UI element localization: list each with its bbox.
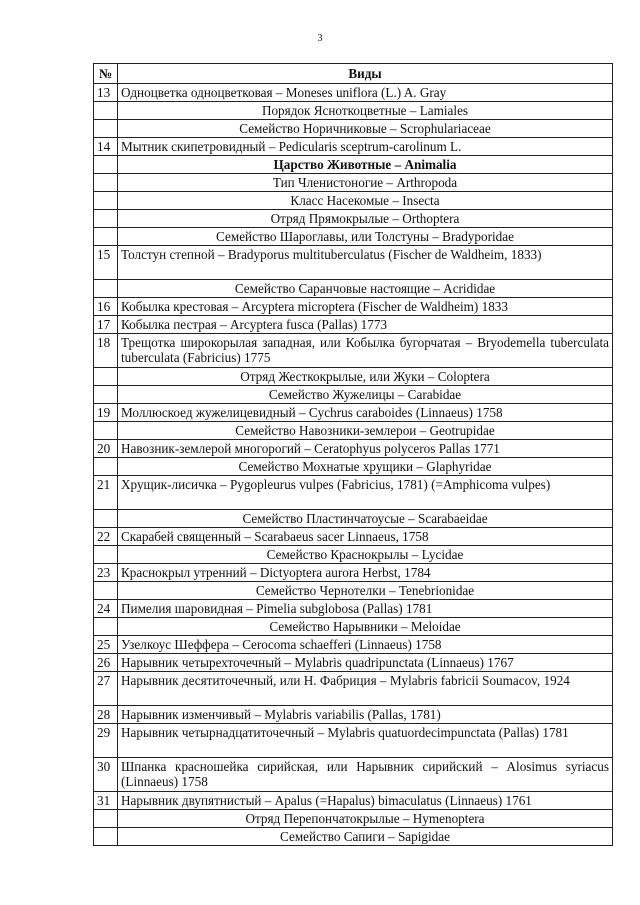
species-name: Одноцветка одноцветковая – Moneses uniflora (L.) A. Gray [118,84,613,102]
species-name: Хрущик-лисичка – Pygopleurus vulpes (Fabricius, 1781) (=Amphicoma vulpes) [118,476,613,510]
table-row-group [94,228,613,246]
row-number [94,546,118,564]
table-row [94,724,613,758]
table-row [94,316,613,334]
table-row [94,758,613,792]
row-number [94,618,118,636]
header-species: Виды [118,64,613,84]
table-row-group [94,102,613,120]
row-number: 19 [94,404,118,422]
taxon-heading: Семейство Чернотелки – Tenebrionidae [118,582,613,600]
taxon-heading: Семейство Краснокрылы – Lycidae [118,546,613,564]
species-name: Шпанка красношейка сирийская, или Нарывник сирийский – Alosimus syriacus (Linnaeus) 1758 [118,758,613,792]
table-row-group [94,810,613,828]
table-row [94,600,613,618]
row-number [94,280,118,298]
taxon-heading: Отряд Жесткокрылые, или Жуки – Coloptera [118,368,613,386]
taxon-heading: Семейство Нарывники – Meloidae [118,618,613,636]
species-name: Кобылка пестрая – Arcyptera fusca (Pallas) 1773 [118,316,613,334]
table-row [94,440,613,458]
row-number [94,156,118,174]
taxon-heading: Семейство Мохнатые хрущики – Glaphyridae [118,458,613,476]
taxon-heading: Семейство Саранчовые настоящие – Acrididae [118,280,613,298]
row-number: 31 [94,792,118,810]
header-number: № [94,64,118,84]
table-row-group [94,156,613,174]
row-number [94,458,118,476]
species-name: Нарывник десятиточечный, или Н. Фабриция – Mylabris fabricii Soumacov, 1924 [118,672,613,706]
row-number [94,192,118,210]
species-name: Нарывник изменчивый – Mylabris variabilis (Pallas, 1781) [118,706,613,724]
row-number: 26 [94,654,118,672]
row-number [94,422,118,440]
row-number [94,210,118,228]
species-name: Мытник скипетровидный – Pedicularis sceptrum-carolinum L. [118,138,613,156]
row-number: 22 [94,528,118,546]
page-number: 3 [317,33,323,44]
table-row-group [94,582,613,600]
species-name: Кобылка крестовая – Arcyptera microptera (Fischer de Waldheim) 1833 [118,298,613,316]
table-row [94,528,613,546]
row-number [94,810,118,828]
row-number [94,386,118,404]
row-number: 15 [94,246,118,280]
species-name: Нарывник двупятнистый – Apalus (=Hapalus) bimaculatus (Linnaeus) 1761 [118,792,613,810]
table-row-group [94,120,613,138]
table-row-group [94,280,613,298]
species-name: Нарывник четырнадцатиточечный – Mylabris quatuordecimpunctata (Pallas) 1781 [118,724,613,758]
table-row-group [94,510,613,528]
row-number [94,582,118,600]
table-row [94,636,613,654]
species-name: Моллюскоед жужелицевидный – Cychrus caraboides (Linnaeus) 1758 [118,404,613,422]
table-row-group [94,174,613,192]
species-name: Скарабей священный – Scarabaeus sacer Linnaeus, 1758 [118,528,613,546]
table-header-row [94,64,613,84]
row-number [94,120,118,138]
table-row-group [94,546,613,564]
table-row [94,298,613,316]
table-row [94,654,613,672]
table-row [94,564,613,582]
row-number: 29 [94,724,118,758]
table-row-group [94,368,613,386]
table-row-group [94,192,613,210]
taxon-heading: Семейство Навозники-землерои – Geotrupidae [118,422,613,440]
row-number: 20 [94,440,118,458]
taxon-heading: Семейство Шароглавы, или Толстуны – Bradyporidae [118,228,613,246]
species-name: Пимелия шаровидная – Pimelia subglobosa (Pallas) 1781 [118,600,613,618]
taxon-heading: Семейство Жужелицы – Carabidae [118,386,613,404]
taxon-heading: Порядок Ясноткоцветные – Lamiales [118,102,613,120]
table-row [94,404,613,422]
table-body [94,84,613,846]
taxon-heading: Царство Животные – Animalia [118,156,613,174]
taxon-heading: Отряд Прямокрылые – Orthoptera [118,210,613,228]
taxon-heading: Семейство Норичниковые – Scrophulariaceae [118,120,613,138]
row-number: 13 [94,84,118,102]
taxon-heading: Класс Насекомые – Insecta [118,192,613,210]
row-number: 16 [94,298,118,316]
taxon-heading: Семейство Пластинчатоусые – Scarabaeidae [118,510,613,528]
row-number [94,228,118,246]
row-number: 23 [94,564,118,582]
row-number [94,102,118,120]
row-number [94,368,118,386]
species-name: Толстун степной – Bradyporus multituberculatus (Fischer de Waldheim, 1833) [118,246,613,280]
taxon-heading: Отряд Перепончатокрылые – Hymenoptera [118,810,613,828]
table-row-group [94,618,613,636]
table-row-group [94,828,613,846]
species-table [93,63,613,846]
table-row [94,706,613,724]
table-row-group [94,458,613,476]
table-row [94,138,613,156]
table-row [94,792,613,810]
row-number: 30 [94,758,118,792]
species-name: Нарывник четырехточечный – Mylabris quadripunctata (Linnaeus) 1767 [118,654,613,672]
table-row [94,246,613,280]
table-row-group [94,210,613,228]
table-row [94,334,613,368]
row-number [94,174,118,192]
row-number [94,828,118,846]
table-row [94,672,613,706]
species-name: Узелкоус Шеффера – Cerocoma schaefferi (Linnaeus) 1758 [118,636,613,654]
table-row [94,84,613,102]
species-name: Трещотка широкорылая западная, или Кобылка бугорчатая – Bryodemella tuberculata tuberculata (Fabricius) 1775 [118,334,613,368]
row-number: 25 [94,636,118,654]
taxon-heading: Семейство Сапиги – Sapigidae [118,828,613,846]
row-number: 27 [94,672,118,706]
species-name: Краснокрыл утренний – Dictyoptera aurora Herbst, 1784 [118,564,613,582]
row-number: 18 [94,334,118,368]
row-number: 28 [94,706,118,724]
row-number [94,510,118,528]
table-row [94,476,613,510]
taxon-heading: Тип Членистоногие – Arthropoda [118,174,613,192]
table-row-group [94,386,613,404]
species-name: Навозник-землерой многорогий – Ceratophyus polyceros Pallas 1771 [118,440,613,458]
row-number: 14 [94,138,118,156]
table-row-group [94,422,613,440]
row-number: 17 [94,316,118,334]
row-number: 21 [94,476,118,510]
row-number: 24 [94,600,118,618]
